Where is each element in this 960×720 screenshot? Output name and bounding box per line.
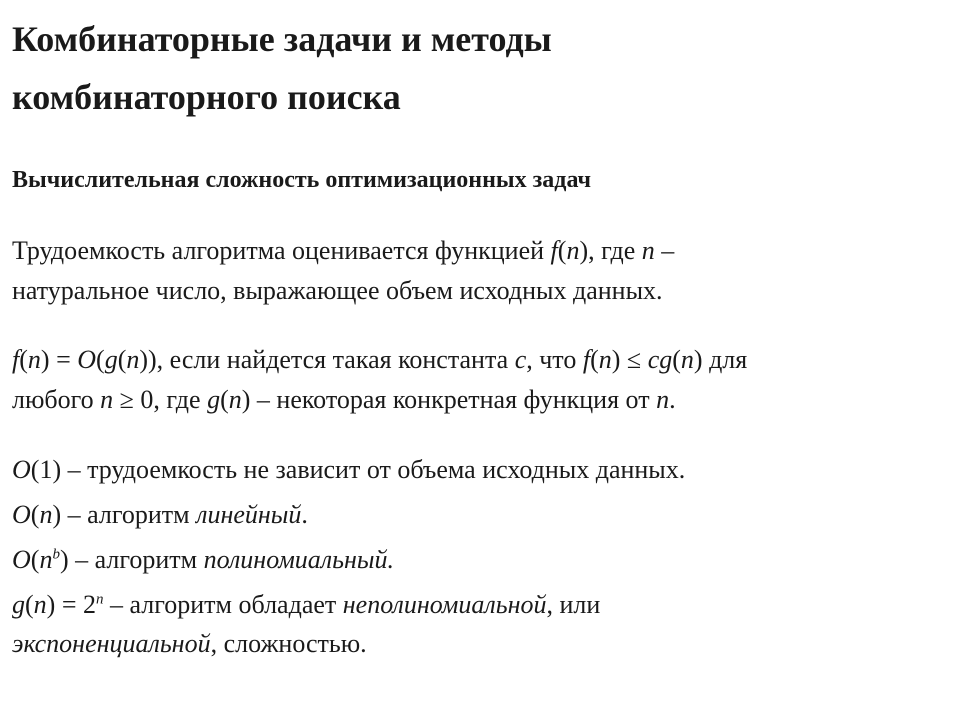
- text-run: (: [672, 345, 681, 374]
- text-run: ) = 2: [46, 590, 96, 619]
- term-non-polynomial: неполиномиальной: [342, 590, 547, 619]
- text-run: ) =: [40, 345, 78, 374]
- slide-title: [12, 10, 942, 126]
- text-run: (: [117, 345, 127, 374]
- text-run: ) – алгоритм: [59, 545, 204, 574]
- text-run: (: [30, 545, 40, 574]
- paragraph-complexity-definition: [12, 231, 942, 311]
- math-c: c: [514, 345, 527, 374]
- text-run: )), если найдется такая константа: [139, 345, 515, 374]
- math-n: n: [39, 500, 53, 529]
- text-run: (: [19, 345, 28, 374]
- complexity-exponential-line-2: [12, 624, 942, 664]
- slide-subtitle: Вычислительная сложность оптимизационных задач: [12, 167, 592, 193]
- text-run: –: [654, 236, 675, 265]
- text-run: ) для: [693, 345, 748, 374]
- math-n: n: [228, 385, 242, 414]
- math-n: n: [27, 345, 41, 374]
- complexity-polynomial: [12, 540, 942, 580]
- math-g: g: [12, 590, 25, 619]
- text-run: .: [669, 385, 676, 414]
- math-f: f: [582, 345, 591, 374]
- text-run: ), где: [579, 236, 642, 265]
- text-run: (: [557, 236, 567, 265]
- math-O: O: [12, 500, 31, 529]
- term-polynomial: полиномиальный.: [203, 545, 394, 574]
- math-n: n: [39, 545, 53, 574]
- math-n: n: [641, 236, 655, 265]
- text-run: (: [25, 590, 34, 619]
- math-O: O: [12, 455, 31, 484]
- text-run: (: [30, 500, 40, 529]
- math-O: O: [12, 545, 31, 574]
- math-exponent-n: n: [96, 591, 104, 608]
- title-line-2: комбинаторного поиска: [12, 77, 401, 117]
- text-run: – алгоритм обладает: [103, 590, 343, 619]
- text-run: ) – некоторая конкретная функция от: [241, 385, 657, 414]
- math-n: n: [126, 345, 140, 374]
- text-run: , или: [546, 590, 601, 619]
- text-run: Трудоемкость алгоритма оценивается функцией: [12, 236, 551, 265]
- complexity-constant: [12, 450, 942, 490]
- term-linear: линейный: [196, 500, 302, 529]
- math-n: n: [100, 385, 114, 414]
- math-n: n: [656, 385, 670, 414]
- term-exponential: экспоненциальной: [12, 629, 211, 658]
- math-f: f: [12, 345, 20, 374]
- text-run: , что: [526, 345, 583, 374]
- text-run: ) – алгоритм: [52, 500, 197, 529]
- text-run: ≥ 0, где: [113, 385, 208, 414]
- complexity-exponential-line-1: [12, 585, 942, 625]
- math-n: n: [33, 590, 47, 619]
- text-run: (1) – трудоемкость не зависит от объема исходных данных.: [30, 455, 686, 484]
- math-g: g: [207, 385, 221, 414]
- text-run: любого: [12, 385, 101, 414]
- text-run: , сложностью.: [210, 629, 367, 658]
- title-line-1: Комбинаторные задачи и методы: [12, 19, 552, 59]
- math-f: f: [550, 236, 558, 265]
- math-n: n: [598, 345, 612, 374]
- math-n: n: [566, 236, 580, 265]
- text-run: натуральное число, выражающее объем исходных данных.: [12, 276, 663, 305]
- text-run: (: [96, 345, 105, 374]
- complexity-linear: [12, 495, 942, 535]
- math-O: O: [77, 345, 97, 374]
- math-n: n: [680, 345, 694, 374]
- math-cg: cg: [647, 345, 673, 374]
- math-exponent-b: b: [52, 546, 60, 563]
- math-g: g: [104, 345, 118, 374]
- text-run: (: [220, 385, 229, 414]
- text-run: (: [590, 345, 599, 374]
- text-run: .: [301, 500, 308, 529]
- paragraph-big-o-definition: [12, 340, 942, 420]
- text-run: ) ≤: [611, 345, 648, 374]
